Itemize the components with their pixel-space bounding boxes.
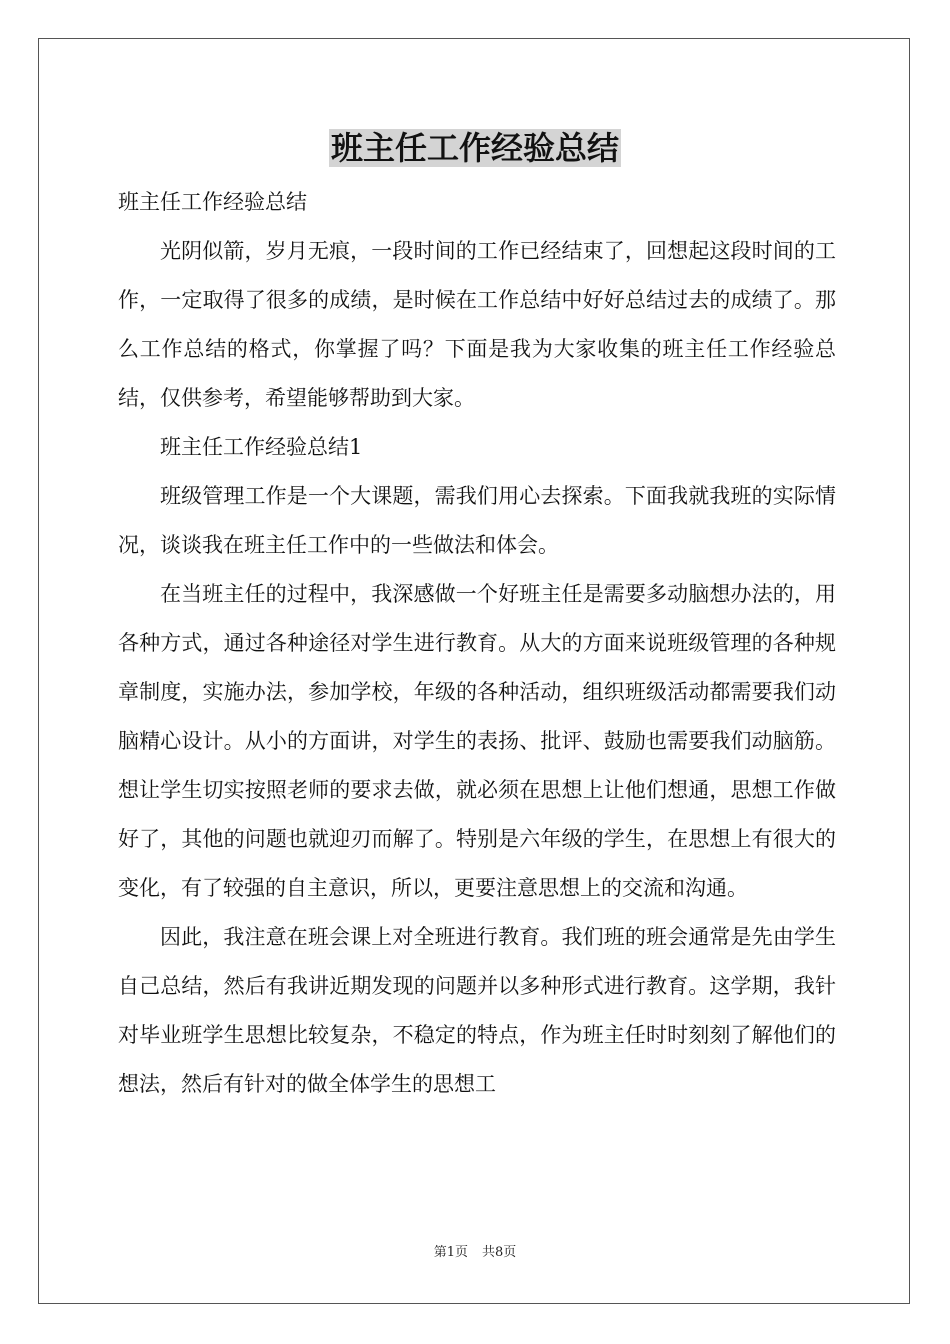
section-heading: 班主任工作经验总结1 xyxy=(160,435,363,459)
body-paragraph: 在当班主任的过程中，我深感做一个好班主任是需要多动脑想办法的，用各种方式，通过各种途径对学生进行教育。从大的方面来说班级管理的各种规章制度，实施办法，参加学校，年级的各种活动，组织班级活动都需要我们动脑精心设计。从小的方面讲，对学生的表扬、批评、鼓励也需要我们动脑筋。想让学生切实按照老师的要求去做，就必须在思想上让他们想通，思想工作做好了，其他的问题也就迎刃而解了。特别是六年级的学生，在思想上有很大的变化，有了较强的自主意识，所以，更要注意思想上的交流和沟通。 xyxy=(118,582,836,900)
body-paragraph: 班级管理工作是一个大课题，需我们用心去探索。下面我就我班的实际情况，谈谈我在班主任工作中的一些做法和体会。 xyxy=(118,484,836,557)
page-number: 第1页 xyxy=(433,1245,468,1260)
document-title xyxy=(0,126,950,170)
page-footer xyxy=(0,1244,950,1262)
intro-paragraph: 光阴似箭，岁月无痕，一段时间的工作已经结束了，回想起这段时间的工作，一定取得了很多的成绩，是时候在工作总结中好好总结过去的成绩了。那么工作总结的格式，你掌握了吗？下面是我为大家收集的班主任工作经验总结，仅供参考，希望能够帮助到大家。 xyxy=(118,239,836,410)
document-body xyxy=(118,178,836,1109)
subtitle-paragraph: 班主任工作经验总结 xyxy=(118,190,307,214)
body-paragraph: 因此，我注意在班会课上对全班进行教育。我们班的班会通常是先由学生自己总结，然后有我讲近期发现的问题并以多种形式进行教育。这学期，我针对毕业班学生思想比较复杂，不稳定的特点，作为班主任时时刻刻了解他们的想法，然后有针对的做全体学生的思想工 xyxy=(118,925,836,1096)
total-pages: 共8页 xyxy=(482,1245,517,1260)
document-title-text: 班主任工作经验总结 xyxy=(330,129,619,167)
